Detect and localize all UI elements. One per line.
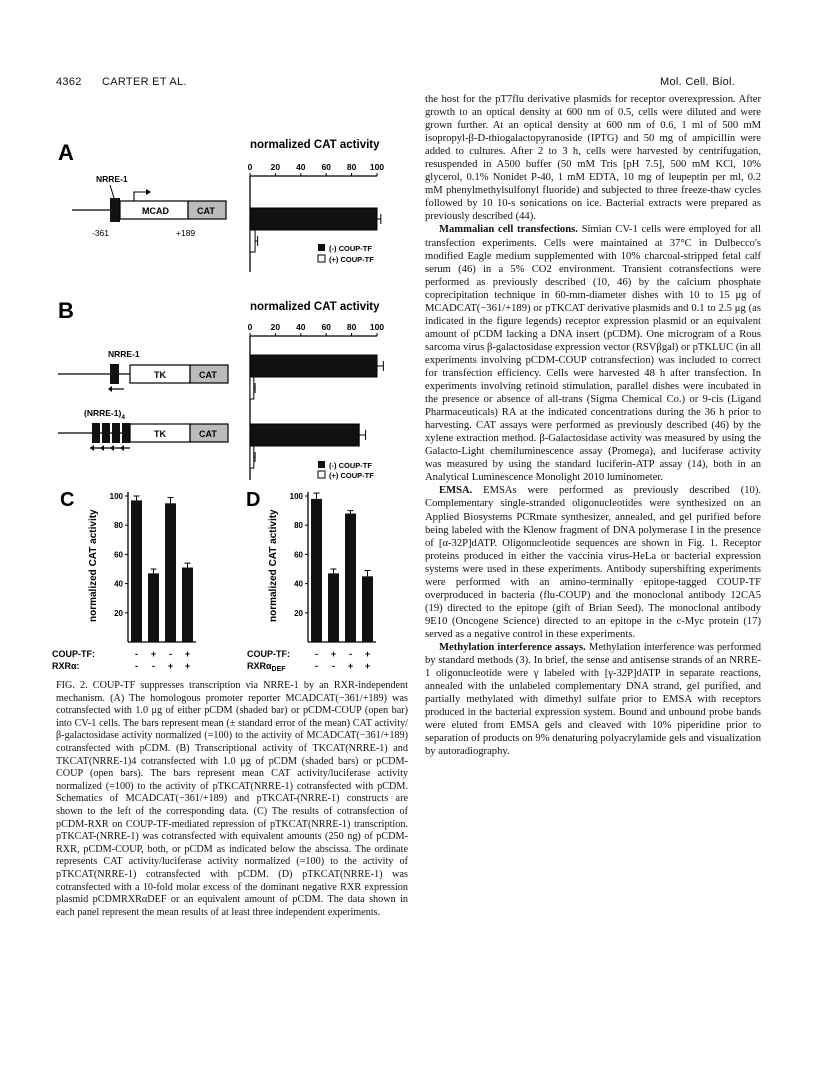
paragraph-transfections: Mammalian cell transfections. Simian CV-1 cells were employed for all transfection experiments. Cells were maintained at 37°C in Dulbecco's modified Eagle medium supplemented with 10% charcoal-stripped fetal calf serum (46) in a 5% CO2 environment. Transient cotransfections were performed as previously described (10, 46) by the calcium phosphate coprecipitation technique in 60-mm-diameter dishes with 10 to 15 μg of MCADCAT(−361/+189) or pTKCAT derivative plasmids and 0.1 to 2.5 μg (as indicated in the figure legends) receptor expression plasmid or an equivalent amount of pCDM lacking a DNA insert (pCDM). One microgram of a Rous sarcoma virus β-galactosidase expression vector (RSVβgal) or pTKLUC (in all experiments involving pCDM-COUP cotransfection) was included to correct for transfection efficiency. Cells were harvested 48 h after transfection. In experiments involving retinoid stimulation, parallel dishes were incubated in the presence or absence of all-trans (Sigma Chemical Co.) or 9-cis (Ligand Pharmaceuticals) RA at the indicated concentrations during the 36 h prior to harvesting. CAT assays were performed as previously described (46) by the xylene extraction method. β-Galactosidase activity was measured by using the Galacto-Light chemiluminescence assay (Promega), and luciferase activity was measured by using the standard luciferin-ATP assay (14), both in an Analytical Luminescence Monolight 2010 luminometer. xyxy=(425,224,761,484)
tick-label: 60 xyxy=(321,162,331,172)
tick-label: 40 xyxy=(114,579,123,589)
tick-label: 20 xyxy=(270,162,281,172)
cat-label-b2: CAT xyxy=(199,429,217,439)
bar xyxy=(250,424,359,446)
tick-label: 80 xyxy=(294,521,303,531)
panel-b-letter: B xyxy=(58,298,74,323)
tk-label-1: TK xyxy=(154,370,166,380)
bar xyxy=(362,576,373,642)
panel-a-letter: A xyxy=(58,140,74,165)
tick-label: 60 xyxy=(294,550,303,560)
panel-d-conditions xyxy=(315,649,370,671)
paragraph-emsa: EMSA. EMSAs were performed as previously described (10). Complementary single-stranded oligonucleotides were synthesized on an Applied Biosystems PCRmate synthesizer, annealed, and gel purified before being labeled with the Klenow fragment of DNA polymerase I in the presence of [α-32P]dATP. Oligonucleotide sequences are shown in Fig. 1. Receptor proteins produced in either the vaccinia virus-HeLa or bacterial expression systems were used in these experiments. Antibody supershifting experiments were performed with an amino-terminally epitope-tagged COUP-TF overproduced in bacteria (flu-COUP) and the monoclonal antibody 12CA5 (19) directed to the epitope (gift of Brian Seed). The monoclonal antibody 9E10 (Oncogene Science) directed to an epitope in the c-Myc protein (17) served as a negative control in these experiments. xyxy=(425,485,761,640)
condition-mark: - xyxy=(135,649,138,659)
panel-c-ylabel: normalized CAT activity xyxy=(88,509,99,622)
journal-name: Mol. Cell. Biol. xyxy=(660,76,736,88)
tick-label: 40 xyxy=(294,579,303,589)
condition-mark: - xyxy=(152,661,155,671)
condition-mark: + xyxy=(184,649,191,659)
figure-panels-ab xyxy=(50,130,410,480)
panel-b-bars xyxy=(250,355,383,468)
tick-label: 80 xyxy=(346,322,357,332)
panel-b-title: normalized CAT activity xyxy=(250,301,380,313)
legend-swatch-minus xyxy=(318,244,325,251)
condition-mark: - xyxy=(349,649,352,659)
condition-mark: - xyxy=(315,649,318,659)
nrre1-label-b: NRRE-1 xyxy=(108,349,140,359)
position-minus361: -361 xyxy=(92,228,110,238)
cat-label-a: CAT xyxy=(197,206,215,216)
tick-label: 100 xyxy=(369,162,385,172)
heading-methylation: Methylation interference assays. xyxy=(439,641,586,653)
condition-mark: - xyxy=(169,649,172,659)
nrre1-tandem-repeats xyxy=(90,423,130,451)
panel-b-axis xyxy=(248,322,385,480)
tick-label: 0 xyxy=(247,322,253,332)
bar xyxy=(311,499,322,642)
bar xyxy=(345,514,356,642)
panel-d-chart xyxy=(290,492,376,642)
condition-mark: + xyxy=(364,661,371,671)
condition-mark: - xyxy=(332,661,335,671)
running-authors: CARTER ET AL. xyxy=(102,76,187,88)
panel-a-title: normalized CAT activity xyxy=(250,139,380,151)
tick-label: 40 xyxy=(296,162,306,172)
panel-d-letter: D xyxy=(246,489,261,511)
tick-label: 20 xyxy=(114,608,123,618)
bar xyxy=(250,355,377,377)
panel-c-chart xyxy=(110,492,196,642)
cat-label-b1: CAT xyxy=(199,370,217,380)
legend-plus-a: (+) COUP-TF xyxy=(329,255,374,264)
panel-d-ylabel: normalized CAT activity xyxy=(268,509,279,622)
bar xyxy=(165,503,176,642)
page-number: 4362 xyxy=(56,76,82,88)
panel-d-rxr-label: RXRα$_{DEF}$ xyxy=(247,661,286,673)
panel-c-conditions xyxy=(135,649,190,671)
paragraph-methylation: Methylation interference assays. Methylation interference was performed by standard methods (3). In brief, the sense and antisense strands of an NRRE-1 oligonucleotide were γ labeled with [γ-32P]dATP in separate reactions, annealed with the unlabeled complementary DNA strand, gel purified, and partially methylated with dimethyl sulfate prior to EMSA with receptors produced in the bacterial expression system. Bound and unbound probe bands were eluted from EMSA gels and cleaved with 10% piperidine prior to separation of products on 9% denaturing polyacrylamide gels and visualization by autoradiography. xyxy=(425,641,762,758)
tick-label: 20 xyxy=(294,608,303,618)
tick-label: 0 xyxy=(247,162,253,172)
bar xyxy=(250,230,255,252)
bar xyxy=(250,377,254,399)
bar xyxy=(250,208,377,230)
bar xyxy=(148,573,159,642)
tick-label: 20 xyxy=(270,322,281,332)
figure-panels-cd xyxy=(50,482,410,677)
tss-arrow-icon xyxy=(134,192,148,201)
condition-mark: + xyxy=(330,649,337,659)
condition-mark: + xyxy=(364,649,371,659)
tick-label: 100 xyxy=(369,322,385,332)
tick-label: 100 xyxy=(289,492,303,501)
paragraph-host: the host for the pT7flu derivative plasmids for receptor overexpression. After growth to an optical density at 600 nm of 0.5, cells were diluted and were grown further. At an optical density at 600 nm of 0.6, 1 ml of 500 mM isopropyl-β-D-thiogalactopyranoside (IPTG) and 50 mg of ampicillin were added to cultures. After 2 to 3 h, cells were harvested by centrifugation, resuspended in A500 buffer (50 mM Tris [pH 7.5], 500 mM KCl, 10% glycerol, 0.1% Nonidet P-40, 1 mM EDTA, 10 mg of leupeptin per ml, 0.2 mM phenylmethylsulfonyl fluoride) and subjected to three freeze-thaw cycles followed by 10 10-s sonications on ice. Bacterial extracts were prepared as previously described (44). xyxy=(425,94,761,223)
condition-mark: - xyxy=(315,661,318,671)
legend-minus-a: (-) COUP-TF xyxy=(329,244,372,253)
condition-mark: + xyxy=(150,649,157,659)
nrre1-label-a: NRRE-1 xyxy=(96,174,128,184)
condition-mark: + xyxy=(167,661,174,671)
right-column xyxy=(425,93,761,758)
bar xyxy=(250,446,254,468)
bar xyxy=(182,568,193,642)
tk-label-2: TK xyxy=(154,429,166,439)
heading-emsa: EMSA. xyxy=(439,485,473,497)
tick-label: 40 xyxy=(296,322,306,332)
position-plus189: +189 xyxy=(176,228,196,238)
tick-label: 80 xyxy=(346,162,357,172)
bar xyxy=(328,573,339,642)
condition-mark: + xyxy=(184,661,191,671)
legend-swatch-plus xyxy=(318,255,325,262)
tick-label: 60 xyxy=(321,322,331,332)
nrre1-4-label: $(NRRE-1)_4$ xyxy=(84,408,125,421)
panel-d-coup-label: COUP-TF: xyxy=(247,649,290,659)
condition-mark: - xyxy=(135,661,138,671)
condition-mark: + xyxy=(347,661,354,671)
panel-c-letter: C xyxy=(60,489,75,511)
bar xyxy=(131,500,142,642)
mcad-label: MCAD xyxy=(142,206,169,216)
tick-label: 60 xyxy=(114,550,123,560)
heading-transfections: Mammalian cell transfections. xyxy=(439,224,578,236)
panel-c-coup-label: COUP-TF: xyxy=(52,649,95,659)
tick-label: 100 xyxy=(109,492,123,501)
figure-caption: FIG. 2. COUP-TF suppresses transcription via NRRE-1 by an RXR-independent mechanism. (A) The homologous promoter reporter MCADCAT(−361/+189) was cotransfected with 1.0 μg of either pCDM (shaded bar) or pCDM-COUP (open bar) into CV-1 cells. The bars represent mean (± standard error of the mean) CAT activity/β-galactosidase activity normalized (=100) to the activity of MCADCAT(−361/+189) cotransfected with pCDM. (B) Transcriptional activity of TKCAT(NRRE-1) and TKCAT(NRRE-1)4 cotransfected with 1.0 μg of pCDM (shaded bars) or pCDM-COUP (open bars). The bars represent mean CAT activity/luciferase activity normalized (=100) to the activity of pTKCAT(NRRE-1) cotransfected with pCDM. Schematics of MCADCAT(−361/+189) and pTKCAT-(NRRE-1) constructs are shown to the left of the corresponding data. (C) The results of cotransfection of pCDM-RXR on COUP-TF-mediated repression of pTKCAT(NRRE-1) transcription. pTKCAT-(NRRE-1) was cotransfected with equivalent amounts (250 ng) of pCDM-RXR, pCDM-COUP, both, or pCDM as indicated below the abscissa. The ordinate represents CAT activity/luciferase activity normalized (=100) to the activity of pTKCAT(NRRE-1) cotransfected with pCDM. (D) pTKCAT(NRRE-1) was cotransfected with a 10-fold molar excess of the dominant negative RXR expression plasmid pCDMRXRαDEF or an equivalent amount of pCDM. The data shown in each panel represent the mean results of at least three independent experiments. xyxy=(56,680,408,918)
legend-minus-b: (-) COUP-TF xyxy=(329,461,372,470)
nrre1-box xyxy=(110,198,120,222)
legend-plus-b: (+) COUP-TF xyxy=(329,471,374,480)
panel-c-rxr-label: RXRα: xyxy=(52,661,80,671)
tick-label: 80 xyxy=(114,521,123,531)
